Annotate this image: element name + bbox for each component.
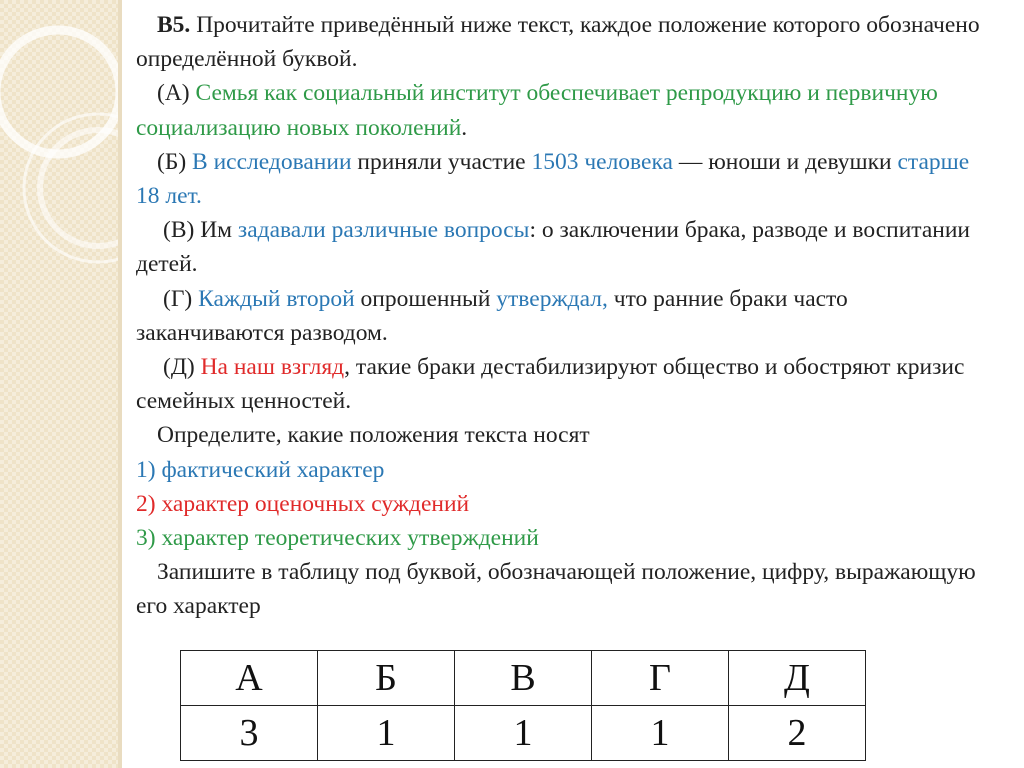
header-cell-d: Д	[729, 651, 866, 706]
answer-table-header-row	[181, 651, 866, 706]
option-theoretical: 3) характер теоретических утверждений	[136, 525, 539, 552]
value-cell-v: 1	[455, 706, 592, 761]
statement-b: (Б) В исследовании приняли участие 1503 человека — юноши и девушки старше 18 лет.	[136, 148, 970, 210]
instruction-text: Запишите в таблицу под буквой, обозначающей положение, цифру, выражающую его характер	[136, 559, 976, 620]
answer-table-value-row	[181, 706, 866, 761]
decorative-sidebar	[0, 0, 122, 768]
value-cell-a: 3	[181, 706, 318, 761]
header-cell-g: Г	[592, 651, 729, 706]
value-cell-d: 2	[729, 706, 866, 761]
question-text: Определите, какие положения текста носят	[157, 422, 590, 449]
value-cell-b: 1	[318, 706, 455, 761]
sidebar-edge	[118, 0, 122, 768]
task-intro: B5. Прочитайте приведённый ниже текст, каждое положение которого обозначено определённой буквой.	[136, 12, 980, 73]
option-evaluative: 2) характер оценочных суждений	[136, 490, 470, 517]
statement-a: (А) Семья как социальный институт обеспечивает репродукцию и первичную социализацию новых поколений.	[136, 80, 938, 141]
header-cell-a: А	[181, 651, 318, 706]
statement-g: (Г) Каждый второй опрошенный утверждал, что ранние браки часто заканчиваются разводом.	[136, 285, 848, 346]
task-number: B5.	[157, 12, 191, 38]
task-text	[136, 8, 996, 624]
option-factual: 1) фактический характер	[136, 456, 385, 483]
header-cell-v: В	[455, 651, 592, 706]
statement-d: (Д) На наш взгляд, такие браки дестабилизируют общество и обостряют кризис семейных ценностей.	[136, 354, 965, 415]
statement-v: (В) Им задавали различные вопросы: о заключении брака, разводе и воспитании детей.	[136, 217, 970, 278]
answer-table	[180, 650, 866, 761]
header-cell-b: Б	[318, 651, 455, 706]
decorative-rings	[0, 0, 122, 768]
value-cell-g: 1	[592, 706, 729, 761]
